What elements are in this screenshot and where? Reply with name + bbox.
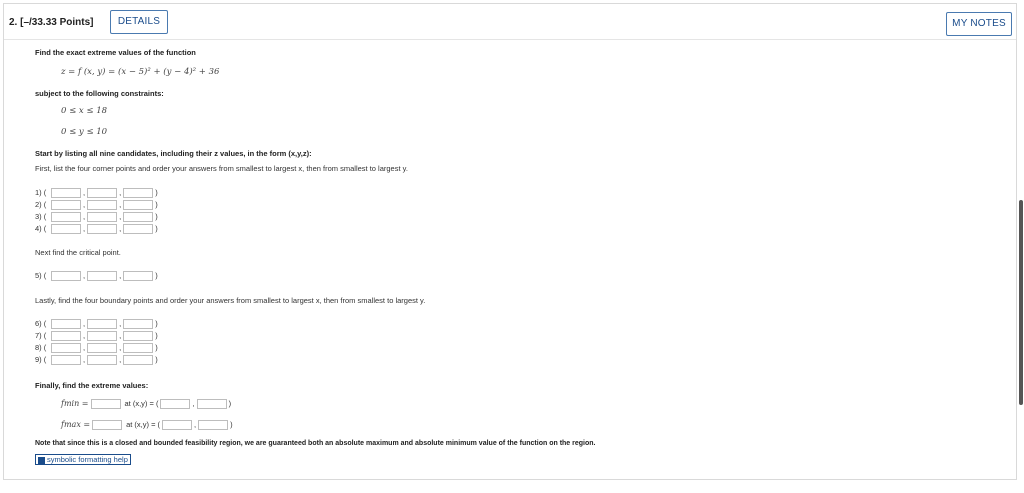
close-paren: ) xyxy=(155,224,158,233)
z-input[interactable] xyxy=(123,188,153,198)
y-input[interactable] xyxy=(87,188,117,198)
comma: , xyxy=(119,331,122,340)
candidate-label: 3) ( xyxy=(35,212,47,221)
comma: , xyxy=(83,355,86,364)
constraint-y: 0 ≤ y ≤ 10 xyxy=(61,127,108,137)
candidate-label: 5) ( xyxy=(35,271,47,280)
fmax-x-input[interactable] xyxy=(162,420,192,430)
close-paren: ) xyxy=(155,319,158,328)
z-input[interactable] xyxy=(123,200,153,210)
candidate-label: 9) ( xyxy=(35,355,47,364)
note-text: Note that since this is a closed and bounded feasibility region, we are guaranteed both an absolute maximum and absolute minimum value of the function on the region. xyxy=(35,440,596,447)
help-link-label: symbolic formatting help xyxy=(47,455,128,464)
x-input[interactable] xyxy=(51,331,81,341)
y-input[interactable] xyxy=(87,224,117,234)
comma: , xyxy=(119,224,122,233)
y-input[interactable] xyxy=(87,200,117,210)
details-button[interactable]: DETAILS xyxy=(110,10,168,34)
close-paren: ) xyxy=(155,343,158,352)
y-input[interactable] xyxy=(87,331,117,341)
z-input[interactable] xyxy=(123,331,153,341)
candidate-label: 8) ( xyxy=(35,343,47,352)
at-label: at (x,y) = ( xyxy=(126,420,161,429)
comma: , xyxy=(83,212,86,221)
question-card xyxy=(3,3,1017,480)
fmin-x-input[interactable] xyxy=(160,399,190,409)
x-input[interactable] xyxy=(51,319,81,329)
comma: , xyxy=(83,319,86,328)
question-number: 2. [–/33.33 Points] xyxy=(9,17,94,28)
comma: , xyxy=(192,399,195,408)
x-input[interactable] xyxy=(51,188,81,198)
at-label: at (x,y) = ( xyxy=(124,399,159,408)
candidate-label: 4) ( xyxy=(35,224,47,233)
question-header xyxy=(4,4,1016,40)
y-input[interactable] xyxy=(87,343,117,353)
candidate-row-7 xyxy=(35,331,158,341)
x-input[interactable] xyxy=(51,355,81,365)
comma: , xyxy=(119,271,122,280)
y-input[interactable] xyxy=(87,212,117,222)
x-input[interactable] xyxy=(51,271,81,281)
z-input[interactable] xyxy=(123,212,153,222)
close-paren: ) xyxy=(230,420,233,429)
comma: , xyxy=(119,319,122,328)
close-paren: ) xyxy=(228,399,232,408)
candidate-row-9 xyxy=(35,355,158,365)
comma: , xyxy=(119,188,122,197)
x-input[interactable] xyxy=(51,212,81,222)
constraints-label: subject to the following constraints: xyxy=(35,89,164,98)
critical-instruction: Next find the critical point. xyxy=(35,248,121,257)
candidate-row-1 xyxy=(35,188,158,198)
close-paren: ) xyxy=(155,188,158,197)
final-instruction: Finally, find the extreme values: xyxy=(35,381,149,390)
comma: , xyxy=(119,343,122,352)
comma: , xyxy=(83,331,86,340)
comma: , xyxy=(83,271,86,280)
x-input[interactable] xyxy=(51,224,81,234)
candidate-row-8 xyxy=(35,343,158,353)
candidate-label: 6) ( xyxy=(35,319,47,328)
fmin-label: fmin = xyxy=(61,399,89,408)
x-input[interactable] xyxy=(51,343,81,353)
comma: , xyxy=(83,200,86,209)
z-input[interactable] xyxy=(123,271,153,281)
comma: , xyxy=(119,200,122,209)
candidate-label: 1) ( xyxy=(35,188,47,197)
candidate-row-2 xyxy=(35,200,158,210)
candidate-label: 2) ( xyxy=(35,200,47,209)
y-input[interactable] xyxy=(87,355,117,365)
fmax-label: fmax = xyxy=(61,420,91,429)
fmin-y-input[interactable] xyxy=(197,399,227,409)
intro-text: Find the exact extreme values of the function xyxy=(35,48,196,57)
fmax-input[interactable] xyxy=(92,420,122,430)
candidate-row-4 xyxy=(35,224,158,234)
fmax-y-input[interactable] xyxy=(198,420,228,430)
comma: , xyxy=(83,343,86,352)
comma: , xyxy=(119,212,122,221)
comma: , xyxy=(194,420,197,429)
candidate-label: 7) ( xyxy=(35,331,47,340)
comma: , xyxy=(83,188,86,197)
y-input[interactable] xyxy=(87,271,117,281)
comma: , xyxy=(83,224,86,233)
close-paren: ) xyxy=(155,331,158,340)
fmin-input[interactable] xyxy=(91,399,121,409)
constraint-x: 0 ≤ x ≤ 18 xyxy=(61,106,108,116)
scrollbar-thumb[interactable] xyxy=(1019,200,1023,405)
close-paren: ) xyxy=(155,355,158,364)
function-formula: z = f (x, y) = (x − 5)² + (y − 4)² + 36 xyxy=(61,67,220,77)
boundary-instruction: Lastly, find the four boundary points and order your answers from smallest to largest x, then from smallest to largest y. xyxy=(35,296,426,305)
z-input[interactable] xyxy=(123,224,153,234)
symbolic-formatting-help-link[interactable] xyxy=(35,454,131,465)
close-paren: ) xyxy=(155,212,158,221)
y-input[interactable] xyxy=(87,319,117,329)
fmax-row xyxy=(61,420,233,430)
help-icon xyxy=(38,457,45,464)
start-instruction: Start by listing all nine candidates, including their z values, in the form (x,y,z): xyxy=(35,149,312,158)
z-input[interactable] xyxy=(123,319,153,329)
corner-instruction: First, list the four corner points and order your answers from smallest to largest x, then from smallest to largest y. xyxy=(35,164,408,173)
z-input[interactable] xyxy=(123,343,153,353)
comma: , xyxy=(119,355,122,364)
candidate-row-6 xyxy=(35,319,158,329)
fmin-row xyxy=(61,399,231,409)
my-notes-button[interactable]: MY NOTES xyxy=(946,12,1012,36)
candidate-row-3 xyxy=(35,212,158,222)
z-input[interactable] xyxy=(123,355,153,365)
close-paren: ) xyxy=(155,200,158,209)
candidate-row-5 xyxy=(35,271,158,281)
close-paren: ) xyxy=(155,271,158,280)
x-input[interactable] xyxy=(51,200,81,210)
